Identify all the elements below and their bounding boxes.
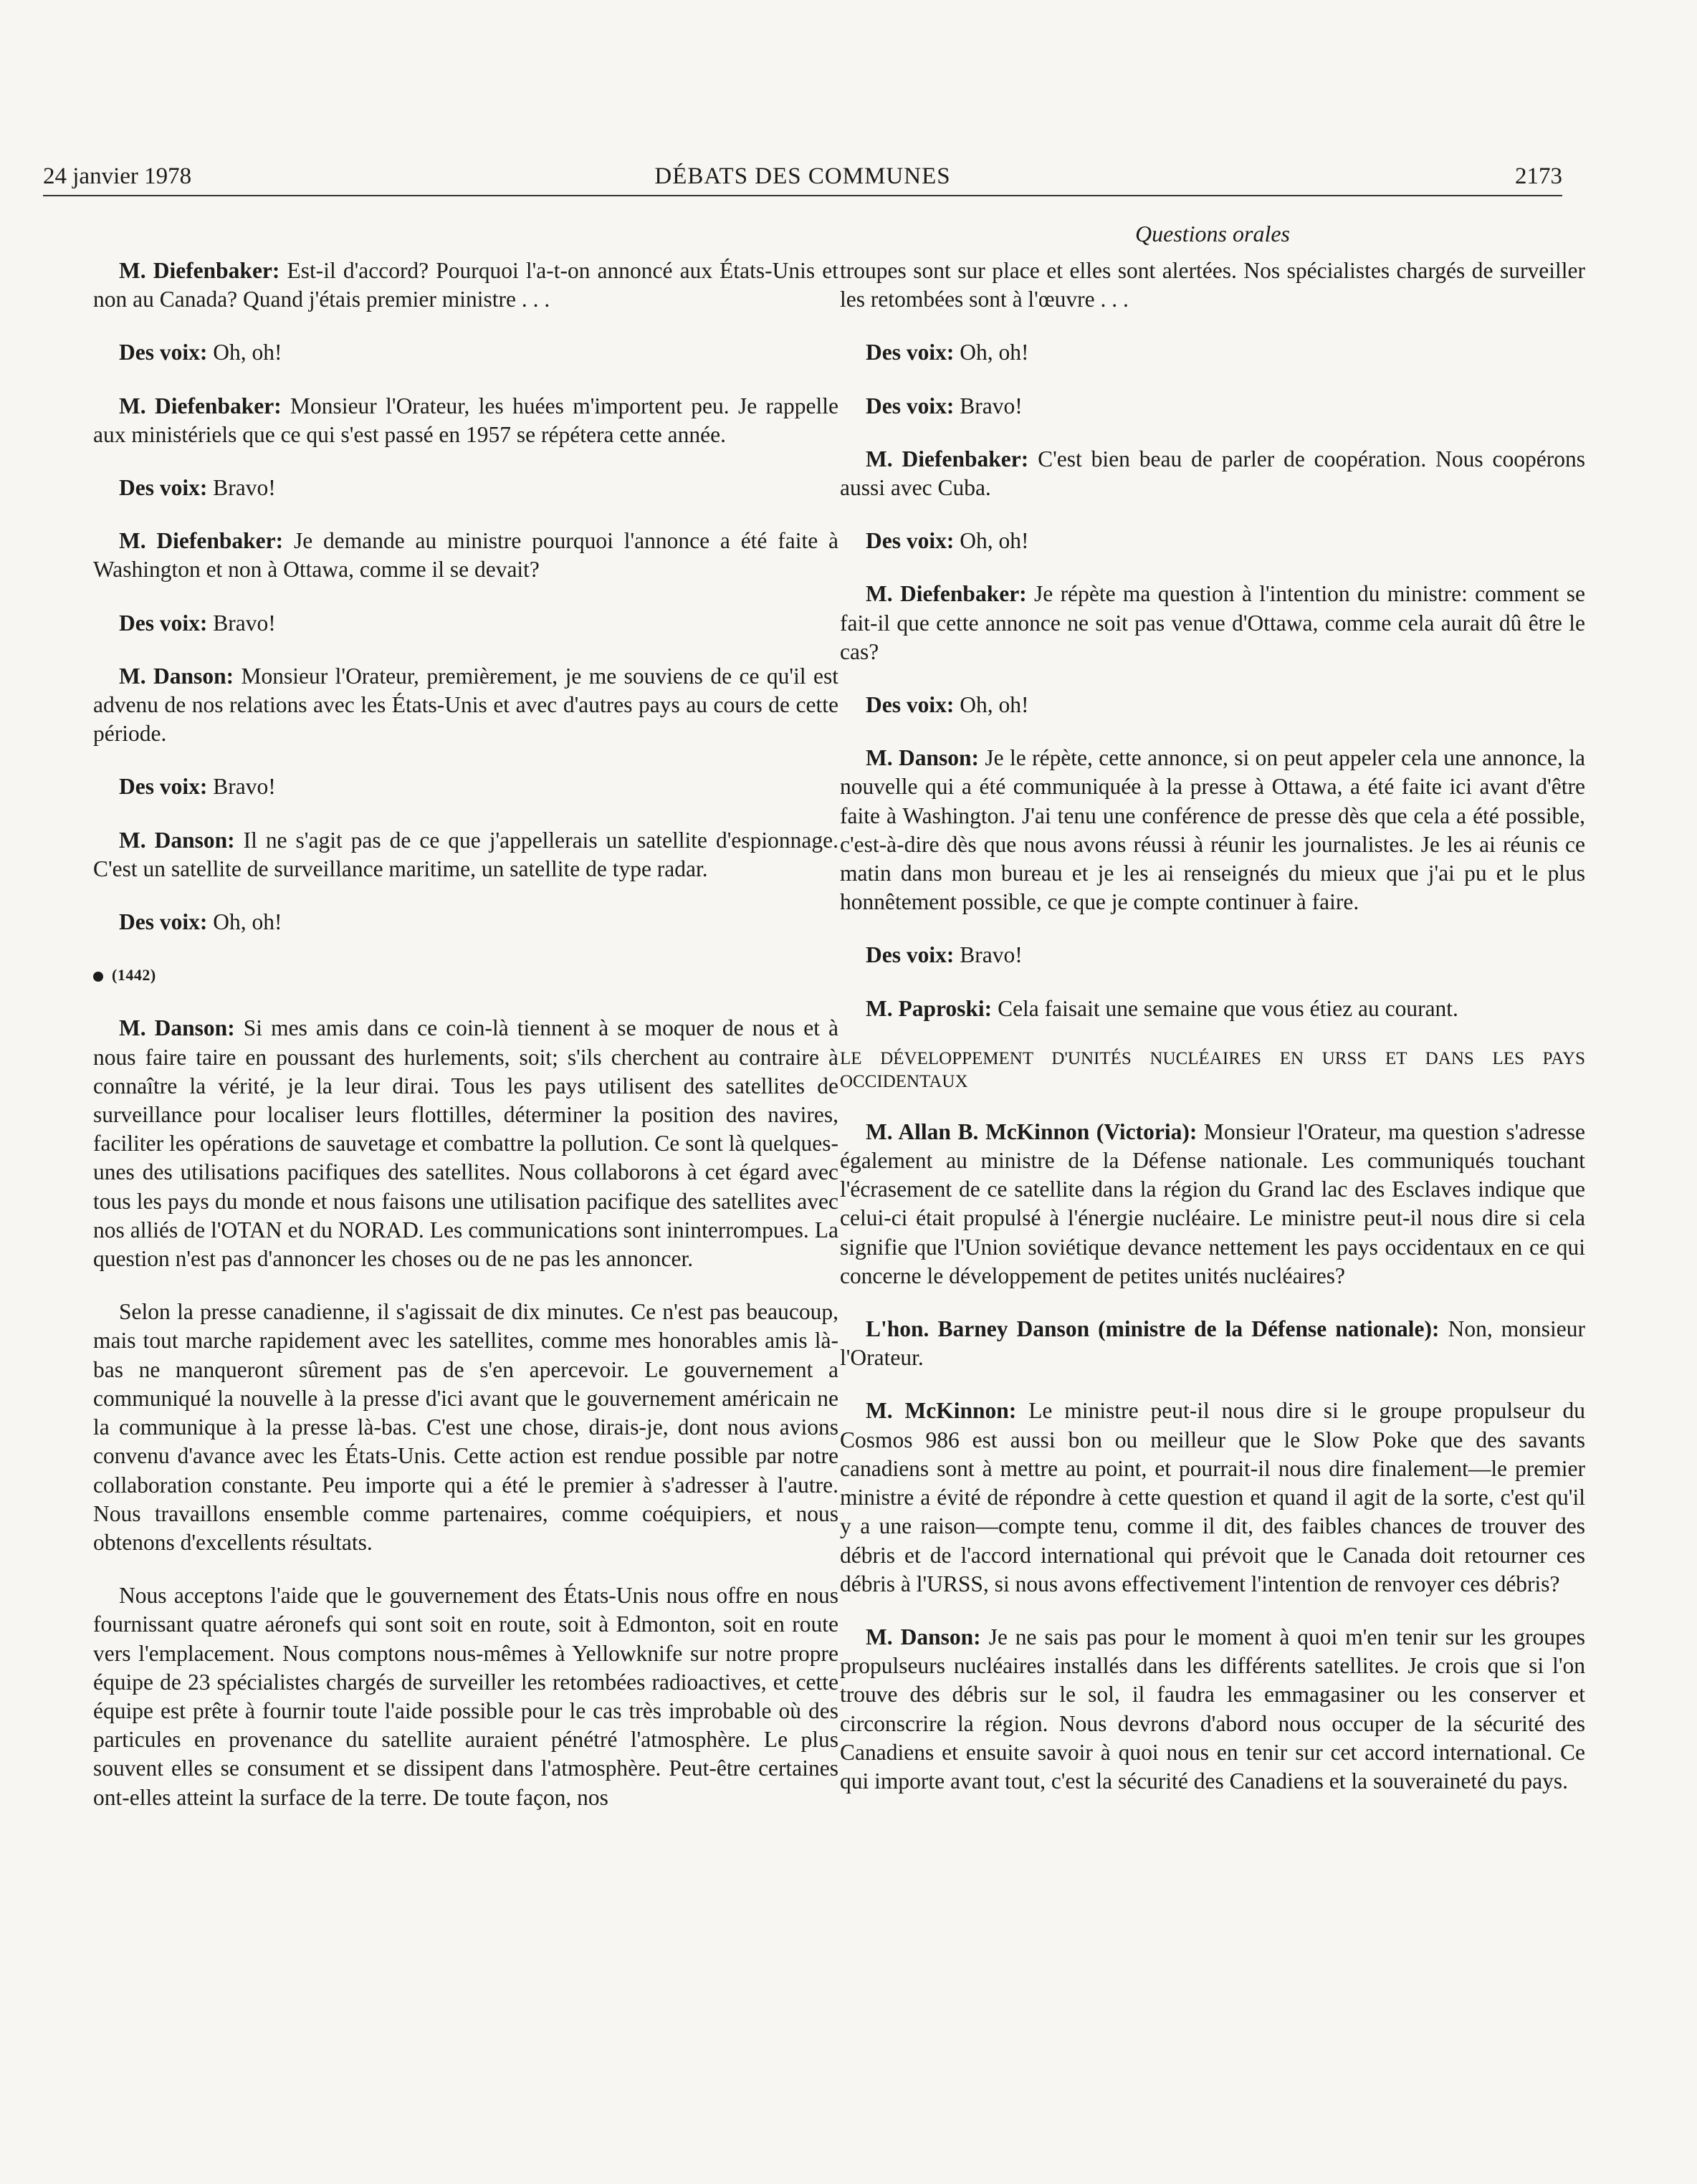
speech: Je répète ma question à l'intention du ministre: comment se fait-il que cette annonce ne soit pas venue d'Ottawa, comme cela aurait dû être le cas?: [840, 581, 1585, 664]
paragraph: Nous acceptons l'aide que le gouvernement des États-Unis nous offre en nous fournissant quatre aéronefs qui sont soit en route, soit à Edmonton, soit en route vers l'emplacement. Nous comptons nous-mêmes à Yellowknife sur notre propre équipe de 23 spécialistes chargés de surveiller les retombées radioactives, et cette équipe est prête à fournir toute l'aide possible pour le cas très improbable où des particules en provenance du satellite auraient pénétré l'atmosphère. Le plus souvent elles se consument et se dissipent dans l'atmosphère. Peut-être certaines ont-elles atteint la surface de la terre. De toute façon, nos: [93, 1583, 838, 1810]
paragraph: [840, 527, 1585, 555]
paragraph: [93, 527, 838, 584]
paragraph: [93, 338, 838, 367]
speaker: Des voix:: [119, 340, 208, 365]
speech: Monsieur l'Orateur, ma question s'adresse également au ministre de la Défense nationale. Les communiqués touchant l'écrasement de ce satellite dans la région du Grand lac des Esclaves indique que celui-ci était propulsé à l'énergie nucléaire. Le ministre peut-il nous dire si cela signifie que l'Union soviétique devance nettement les pays occidentaux en ce qui concerne le développement de petites unités nucléaires?: [840, 1119, 1585, 1288]
time-marker: [93, 961, 838, 990]
speech: Bravo!: [954, 393, 1023, 418]
speech: Monsieur l'Orateur, premièrement, je me souviens de ce qu'il est advenu de nos relations avec les États-Unis et avec d'autres pays au cours de cette période.: [93, 663, 838, 747]
left-column: [93, 257, 838, 1836]
speaker: M. Paproski:: [866, 995, 993, 1021]
paragraph: [840, 691, 1585, 719]
section-heading: LE DÉVELOPPEMENT D'UNITÉS NUCLÉAIRES EN URSS ET DANS LES PAYS OCCIDENTAUX: [840, 1048, 1585, 1091]
paragraph: [840, 1397, 1585, 1598]
speaker: Des voix:: [866, 692, 955, 718]
speech: Bravo!: [207, 610, 276, 636]
speaker: Des voix:: [866, 942, 955, 968]
speech: Oh, oh!: [954, 340, 1029, 365]
speech: Bravo!: [207, 475, 276, 501]
paragraph: [93, 609, 838, 638]
speaker: M. Diefenbaker:: [866, 581, 1027, 607]
speech: Monsieur l'Orateur, les huées m'importent peu. Je rappelle aux ministériels que ce qui s'est passé en 1957 se répétera cette année.: [93, 393, 838, 447]
running-head: Questions orales: [1135, 221, 1290, 246]
paragraph: [93, 392, 838, 449]
speech: Oh, oh!: [207, 909, 282, 935]
speaker: Des voix:: [119, 610, 208, 636]
speech: Bravo!: [954, 942, 1023, 968]
speaker: Des voix:: [119, 774, 208, 800]
speech: Il ne s'agit pas de ce que j'appellerais un satellite d'espionnage. C'est un satellite de surveillance maritime, un satellite de type radar.: [93, 827, 838, 881]
paragraph: [840, 995, 1585, 1023]
speaker: Des voix:: [119, 909, 208, 935]
header-date: 24 janvier 1978: [43, 163, 192, 189]
paragraph: [93, 662, 838, 749]
paragraph: [840, 941, 1585, 969]
time-marker-text: (1442): [112, 966, 156, 985]
speech: Oh, oh!: [954, 528, 1029, 554]
paragraph: [93, 772, 838, 801]
speaker: M. Danson:: [119, 1015, 235, 1041]
speech: Oh, oh!: [954, 692, 1029, 718]
speaker: Des voix:: [119, 475, 208, 501]
speech: Le ministre peut-il nous dire si le groupe propulseur du Cosmos 986 est aussi bon ou meilleur que le Slow Poke que des savants canadiens sont à mettre au point, et pourrait-il nous dire finalement—le premier ministre a évité de répondre à cette question et quand il agit de la sorte, c'est qu'il y a une raison—compte tenu, comme il dit, des faibles chances de trouver des débris et de l'accord international qui prévoit que le Canada doit retourner ces débris à l'URSS, si nous avons effectivement l'intention de renvoyer ces débris?: [840, 1398, 1585, 1596]
paragraph: [840, 1118, 1585, 1290]
paragraph: troupes sont sur place et elles sont alertées. Nos spécialistes chargés de surveiller les retombées sont à l'œuvre . . .: [840, 258, 1585, 312]
header-rule: [43, 195, 1562, 196]
speaker: M. Allan B. McKinnon (Victoria):: [866, 1119, 1198, 1144]
paragraph: [840, 580, 1585, 666]
speech: Bravo!: [207, 774, 276, 800]
speech: Je demande au ministre pourquoi l'annonce a été faite à Washington et non à Ottawa, comme il se devait?: [93, 528, 838, 583]
page-header: [43, 161, 1562, 198]
speaker: L'hon. Barney Danson (ministre de la Défense nationale):: [866, 1316, 1440, 1342]
paragraph: [93, 1014, 838, 1273]
speaker: M. Diefenbaker:: [119, 258, 280, 283]
speech: Je ne sais pas pour le moment à quoi m'en tenir sur les groupes propulseurs nucléaires installés dans les différents satellites. Je crois que si l'on trouve des débris sur le sol, il faudra les emmagasiner ou les conserver et circonscrire la région. Nous devrons d'abord nous occuper de la sécurité des Canadiens et ensuite savoir à quoi nous en tenir sur cet accord international. Ce qui importe avant tout, c'est la sécurité des Canadiens et la souveraineté du pays.: [840, 1624, 1586, 1793]
paragraph: Selon la presse canadienne, il s'agissait de dix minutes. Ce n'est pas beaucoup, mais tout marche rapidement avec les satellites, comme mes honorables amis là-bas ne manqueront sûrement pas de s'en apercevoir. Le gouvernement a communiqué la nouvelle à la presse d'ici avant que le gouvernement américain ne la communique à la presse là-bas. C'est une chose, dirais-je, dont nous avions convenu d'avance avec les États-Unis. Cette action est rendue possible par notre collaboration constante. Peu importe qui a été le premier à s'adresser à l'autre. Nous travaillons ensemble comme partenaires, comme coéquipiers, et nous obtenons d'excellents résultats.: [93, 1299, 838, 1555]
speech: Si mes amis dans ce coin-là tiennent à se moquer de nous et à nous faire taire en poussant des hurlements, soit; s'ils cherchent au contraire à connaître la vérité, je la leur dirai. Tous les pays utilisent des satellites de surveillance pour localiser leurs flottilles, déterminer la position des navires, faciliter les opérations de sauvetage et combattre la pollution. Ce sont là quelques-unes des utilisations pacifiques des satellites. Nous collaborons à cet égard avec tous les pays du monde et nous faisons une utilisation pacifique des satellites avec nos alliés de l'OTAN et du NORAD. Les communications sont ininterrompues. La question n'est pas d'annoncer les choses ou de ne pas les annoncer.: [93, 1015, 839, 1272]
speech: C'est bien beau de parler de coopération. Nous coopérons aussi avec Cuba.: [840, 446, 1585, 501]
speech: Cela faisait une semaine que vous étiez au courant.: [992, 995, 1458, 1021]
bullet-icon: [93, 972, 103, 982]
paragraph: [93, 908, 838, 937]
header-page-number: 2173: [1515, 163, 1562, 189]
paragraph: [93, 826, 838, 883]
speaker: Des voix:: [866, 528, 955, 554]
speaker: M. Diefenbaker:: [119, 528, 284, 554]
speech: Je le répète, cette annonce, si on peut appeler cela une annonce, la nouvelle qui a été communiquée à la presse à Ottawa, a été faite ici avant d'être faite à Washington. J'ai tenu une conférence de presse dès que cela a été possible, c'est-à-dire dès que nous avons réussi à réunir les journalistes. Je les ai réunis ce matin dans mon bureau et je les ai renseignés du mieux que j'ai pu et le plus honnêtement possible, ce que je compte continuer à faire.: [840, 745, 1585, 915]
speaker: Des voix:: [866, 393, 955, 418]
paragraph: [840, 1315, 1585, 1372]
right-column: [840, 257, 1585, 1820]
paragraph: [840, 338, 1585, 367]
speaker: M. Danson:: [866, 1624, 981, 1649]
paragraph: [840, 392, 1585, 421]
paragraph: [840, 1623, 1585, 1796]
paragraph: [93, 257, 838, 314]
speech: Non, monsieur l'Orateur.: [840, 1316, 1586, 1371]
speech: Oh, oh!: [207, 340, 282, 365]
speaker: M. McKinnon:: [866, 1398, 1017, 1424]
speaker: Des voix:: [866, 340, 955, 365]
speaker: M. Danson:: [866, 745, 980, 771]
speech: Est-il d'accord? Pourquoi l'a-t-on annoncé aux États-Unis et non au Canada? Quand j'étais premier ministre . . .: [93, 258, 838, 312]
paragraph: [840, 445, 1585, 502]
speaker: M. Danson:: [119, 827, 235, 853]
paragraph: [93, 474, 838, 502]
header-title: DÉBATS DES COMMUNES: [654, 163, 951, 189]
speaker: M. Danson:: [119, 663, 234, 689]
speaker: M. Diefenbaker:: [119, 393, 282, 418]
speaker: M. Diefenbaker:: [866, 446, 1029, 471]
paragraph: [840, 744, 1585, 916]
